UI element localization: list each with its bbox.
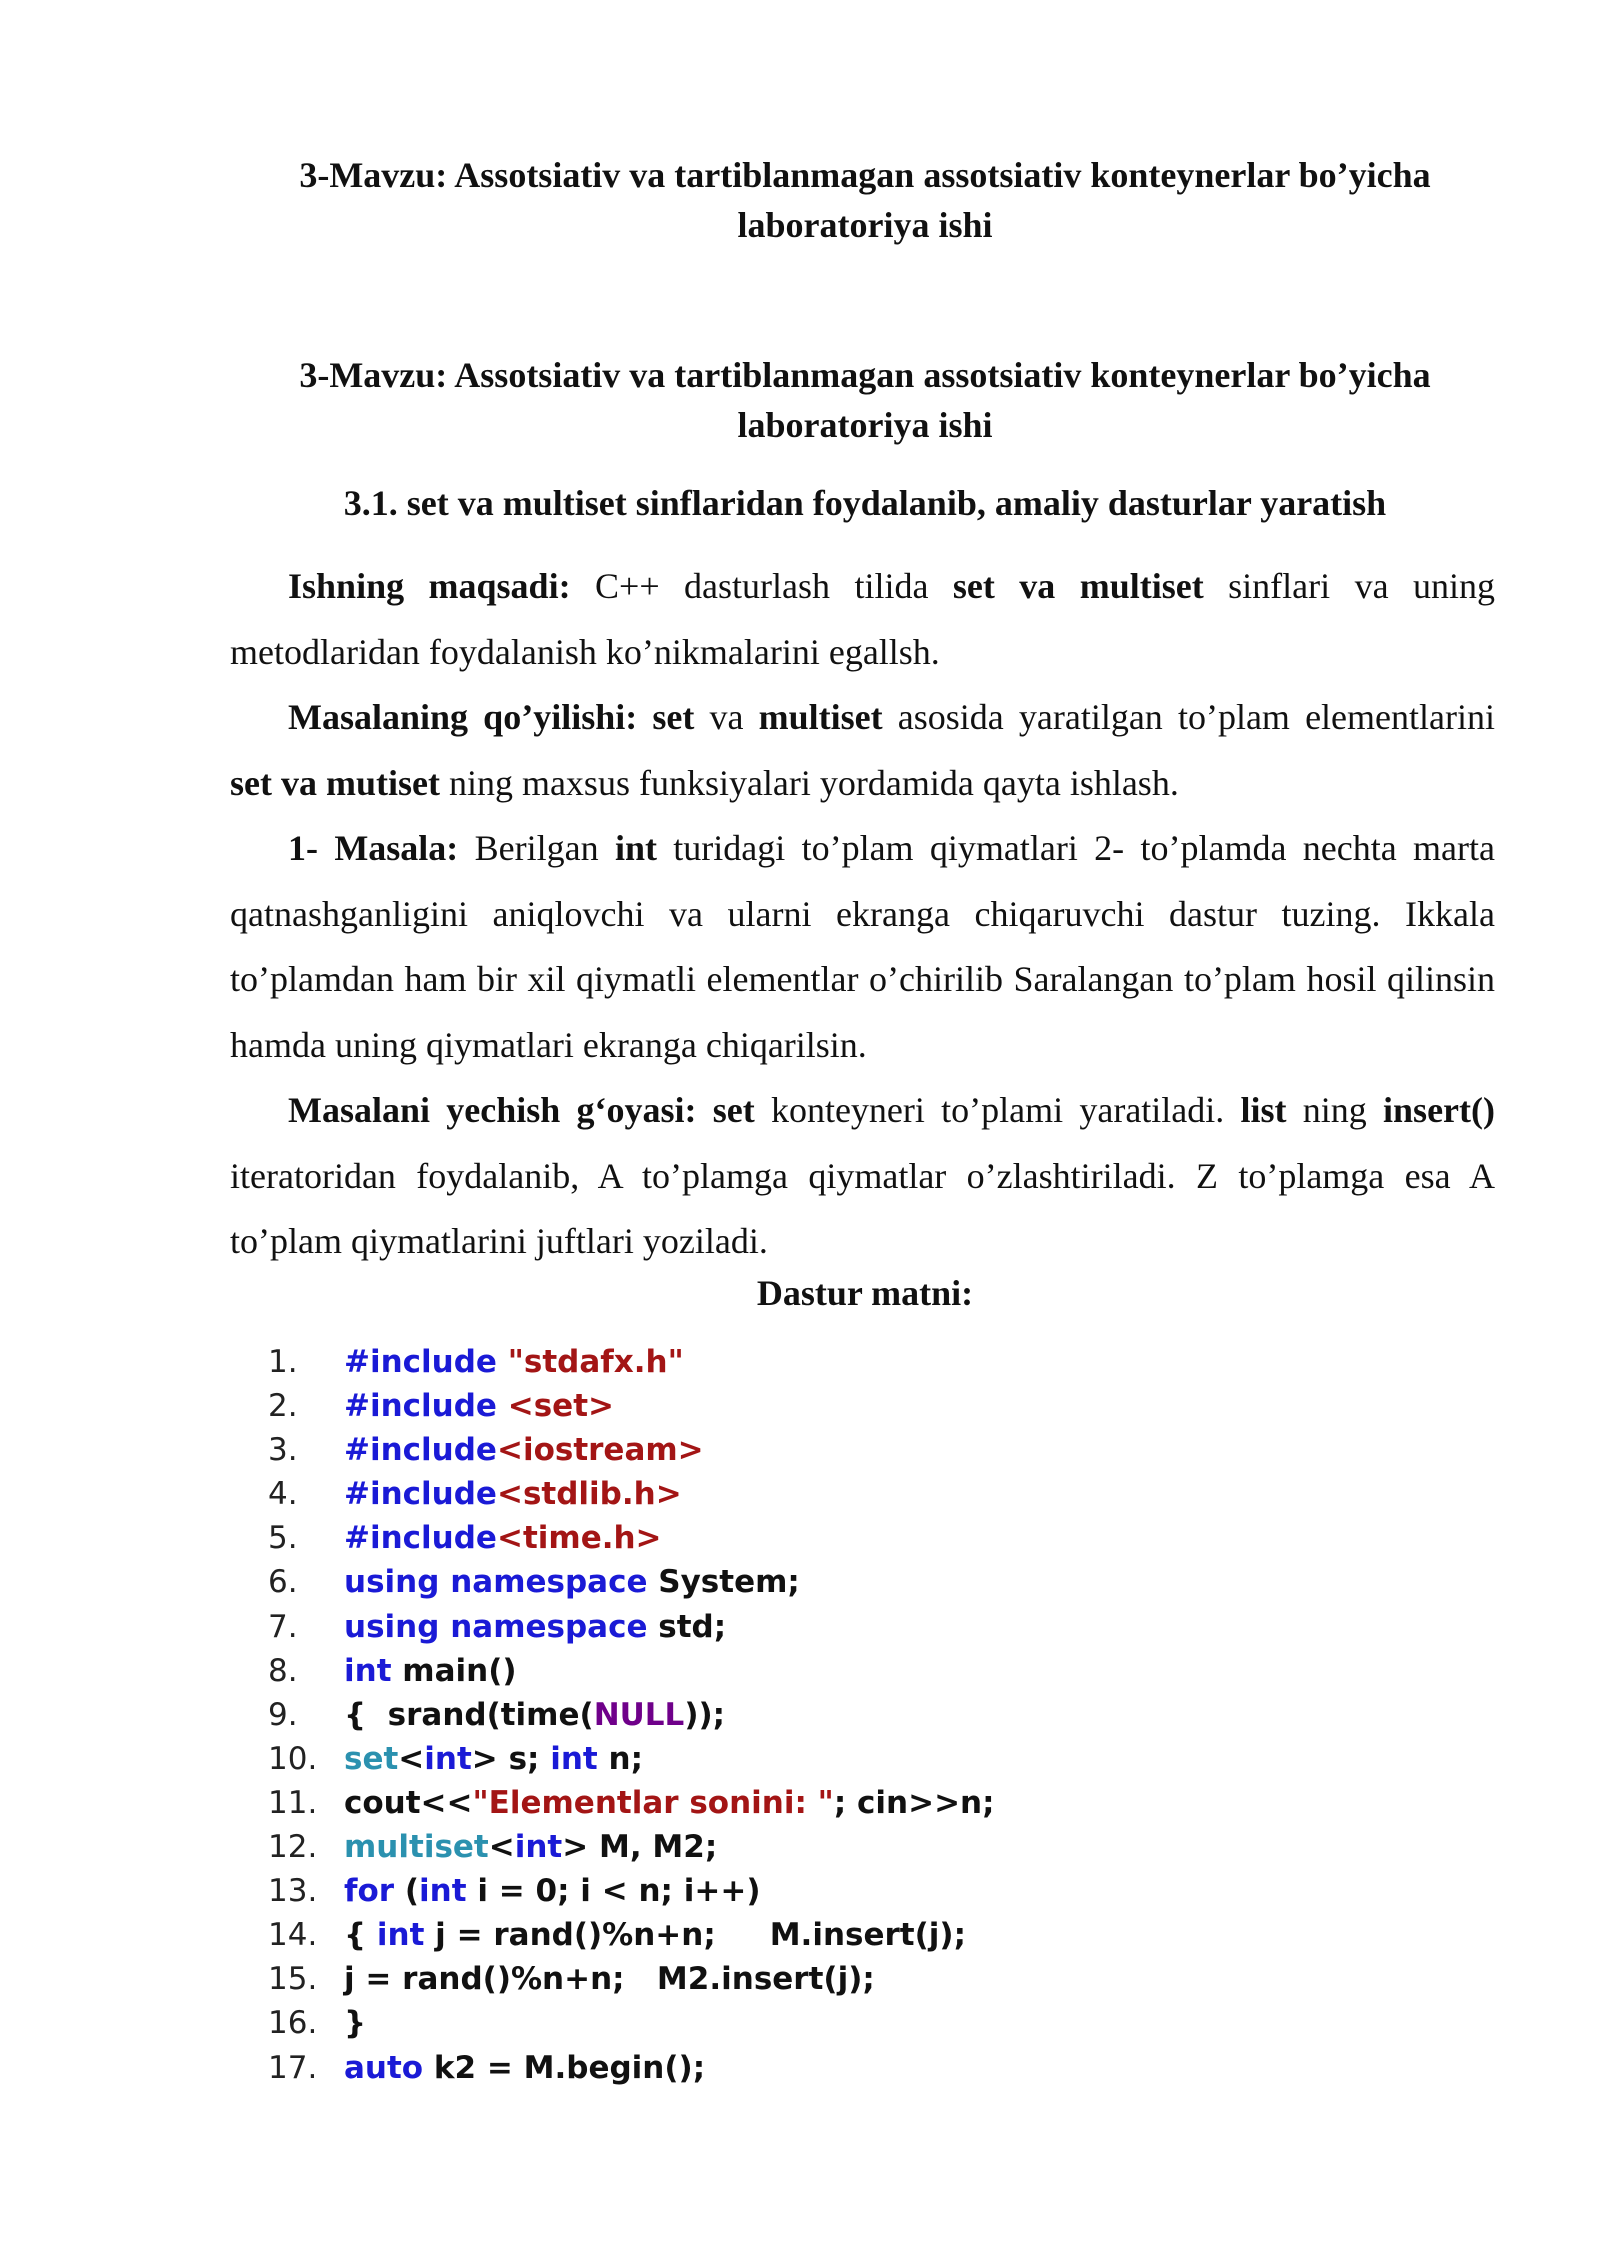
code-token: multiset [344, 1829, 489, 1866]
problem-text-2: asosida yaratilgan to’plam elementlarini [882, 697, 1495, 737]
code-line-number: 5. [268, 1520, 298, 1557]
code-token: std; [647, 1608, 727, 1645]
code-token: int [550, 1740, 598, 1777]
problem-bold-1: set [637, 697, 695, 737]
code-token: using namespace [344, 1608, 648, 1645]
code-token: < [398, 1740, 425, 1777]
code-token: int [376, 1917, 425, 1954]
goal-bold-1: set va multiset [952, 566, 1204, 606]
code-token: <stdlib.h> [496, 1476, 682, 1513]
code-token: cout<< [344, 1784, 473, 1821]
code-token: i = 0; i < n; i++) [466, 1873, 761, 1910]
idea-bold-2: list [1240, 1090, 1287, 1130]
code-token: n; [597, 1740, 643, 1777]
task-text-2: turidagi to’plam qiymatlari 2- to’plamda nechta marta qatnashganligini aniqlovchi va ularni ekranga chiqaruvchi dastur tuzing. Ikkala to’plamdan ham bir xil qiymatli elementlar o’chirilib Saralangan to’plam hosil qilinsin hamda uning qiymatlari ekranga chiqarilsin. [230, 828, 1495, 1065]
problem-bold-2: multiset [758, 697, 883, 737]
code-line-content [344, 1957, 875, 2001]
code-token: #include [344, 1344, 508, 1380]
code-line-content [344, 1605, 726, 1649]
body-text [230, 550, 1495, 1275]
idea-text-2: ning [1286, 1090, 1384, 1130]
code-line-content [344, 1340, 684, 1384]
code-token: auto [344, 2049, 424, 2086]
code-token: "stdafx.h" [507, 1344, 684, 1380]
code-line-content [344, 1913, 966, 1957]
task-text-1: Berilgan [458, 828, 615, 868]
code-line [268, 2046, 995, 2090]
code-token: main() [391, 1652, 517, 1689]
code-line-number: 13. [268, 1873, 318, 1910]
idea-label: Masalani yechish g‘oyasi: [288, 1090, 697, 1130]
code-line-content [344, 1472, 682, 1516]
code-line-content [344, 1649, 517, 1693]
code-line [268, 1781, 995, 1825]
code-token: k2 = M.begin(); [423, 2049, 706, 2086]
code-line-number: 1. [268, 1344, 298, 1380]
code-line-content [344, 1869, 761, 1913]
code-line-number: 7. [268, 1608, 298, 1645]
code-token: <time.h> [496, 1520, 662, 1557]
code-line [268, 1340, 995, 1384]
code-token: )); [684, 1696, 726, 1733]
problem-text-3: ning maxsus funksiyalari yordamida qayta ishlash. [439, 762, 1179, 803]
code-token: set [344, 1740, 399, 1777]
repeated-title [230, 350, 1500, 450]
title-line-1: 3-Mavzu: Assotsiativ va tartiblanmagan assotsiativ konteynerlar bo’yicha [299, 155, 1431, 195]
code-token: > M, M2; [562, 1829, 718, 1866]
code-token: int [419, 1873, 467, 1910]
code-line [268, 1957, 995, 2001]
code-line [268, 1737, 995, 1781]
code-title: Dastur matni: [756, 1273, 974, 1313]
code-line-number: 11. [268, 1784, 318, 1821]
code-token: #include [344, 1432, 497, 1469]
code-line [268, 1605, 995, 1649]
code-line [268, 1516, 995, 1560]
repeated-title-line-2: laboratoriya ishi [737, 405, 993, 445]
problem-text-1: va [694, 697, 759, 737]
code-token: System; [647, 1564, 800, 1601]
code-line [268, 1913, 995, 1957]
goal-text-2: sinflari va uning metodlaridan foydalanish ko’nikmalarini egallsh. [230, 566, 1495, 672]
idea-bold-1: set [696, 1090, 755, 1130]
code-token: for [344, 1873, 395, 1910]
code-token: { [344, 1917, 377, 1954]
code-line [268, 1693, 995, 1737]
code-line-number: 4. [268, 1476, 298, 1513]
code-listing [268, 1340, 995, 2090]
code-line-number: 2. [268, 1388, 298, 1425]
code-line [268, 2001, 995, 2045]
code-line-content [344, 1516, 662, 1560]
code-line-number: 9. [268, 1696, 298, 1733]
code-line-number: 10. [268, 1740, 318, 1777]
repeated-title-line-1: 3-Mavzu: Assotsiativ va tartiblanmagan assotsiativ konteynerlar bo’yicha [299, 355, 1431, 395]
code-line-number: 14. [268, 1917, 318, 1954]
code-token: #include [344, 1476, 497, 1513]
code-line-content [344, 1560, 800, 1604]
code-line-content [344, 1825, 717, 1869]
code-token: int [424, 1740, 472, 1777]
page-title [230, 150, 1500, 250]
code-token: { srand(time( [344, 1696, 594, 1733]
code-line-number: 8. [268, 1652, 298, 1689]
code-token: #include [344, 1388, 508, 1425]
paragraph-task [230, 816, 1495, 1078]
paragraph-problem [230, 685, 1495, 816]
code-token: int [344, 1652, 392, 1689]
code-line [268, 1649, 995, 1693]
code-line [268, 1560, 995, 1604]
idea-text-3: iteratoridan foydalanib, A to’plamga qiymatlar o’zlashtiriladi. Z to’plamga esa A to’plam qiymatlarini juftlari yoziladi. [230, 1155, 1495, 1261]
code-token: j = rand()%n+n; M.insert(j); [424, 1917, 966, 1954]
code-token: > s; [471, 1740, 551, 1777]
code-line-number: 15. [268, 1961, 318, 1998]
code-token: #include [344, 1520, 497, 1557]
code-line-number: 16. [268, 2005, 318, 2042]
code-token: <set> [507, 1388, 614, 1425]
code-line [268, 1869, 995, 1913]
code-token: NULL [593, 1696, 685, 1733]
goal-text-1: C++ dasturlash tilida [570, 566, 953, 606]
code-token: "Elementlar sonini: " [472, 1784, 834, 1821]
code-token: } [344, 2005, 367, 2042]
code-token: ( [394, 1873, 420, 1910]
title-line-2: laboratoriya ishi [737, 205, 993, 245]
code-line-number: 17. [268, 2049, 318, 2086]
section-heading: 3.1. set va multiset sinflaridan foydalanib, amaliy dasturlar yaratish [343, 483, 1387, 523]
code-line-number: 3. [268, 1432, 298, 1469]
code-token: using namespace [344, 1564, 648, 1601]
idea-bold-3: insert() [1383, 1090, 1495, 1130]
code-line-number: 12. [268, 1829, 318, 1866]
task-bold-1: int [614, 828, 657, 868]
code-token: j = rand()%n+n; M2.insert(j); [344, 1961, 875, 1998]
code-line-number: 6. [268, 1564, 298, 1601]
paragraph-goal [230, 554, 1495, 685]
code-token: < [488, 1829, 515, 1866]
code-line-content [344, 2001, 366, 2045]
code-line [268, 1472, 995, 1516]
idea-text-1: konteyneri to’plami yaratiladi. [754, 1090, 1241, 1130]
code-line-content [344, 1384, 614, 1428]
code-line-content [344, 1693, 725, 1737]
code-line [268, 1428, 995, 1472]
code-line-content [344, 1428, 704, 1472]
problem-label: Masalaning qo’yilishi: [288, 697, 638, 737]
code-line-content [344, 2046, 705, 2090]
code-line [268, 1384, 995, 1428]
goal-label: Ishning maqsadi: [288, 566, 571, 606]
code-token: int [514, 1829, 563, 1866]
code-line-content [344, 1737, 643, 1781]
code-token: ; cin>>n; [833, 1784, 995, 1821]
problem-bold-3: set va mutiset [230, 762, 440, 803]
paragraph-idea [230, 1078, 1495, 1275]
code-line-content [344, 1781, 995, 1825]
task-label: 1- Masala: [288, 828, 459, 868]
code-token: <iostream> [496, 1432, 704, 1469]
code-line [268, 1825, 995, 1869]
